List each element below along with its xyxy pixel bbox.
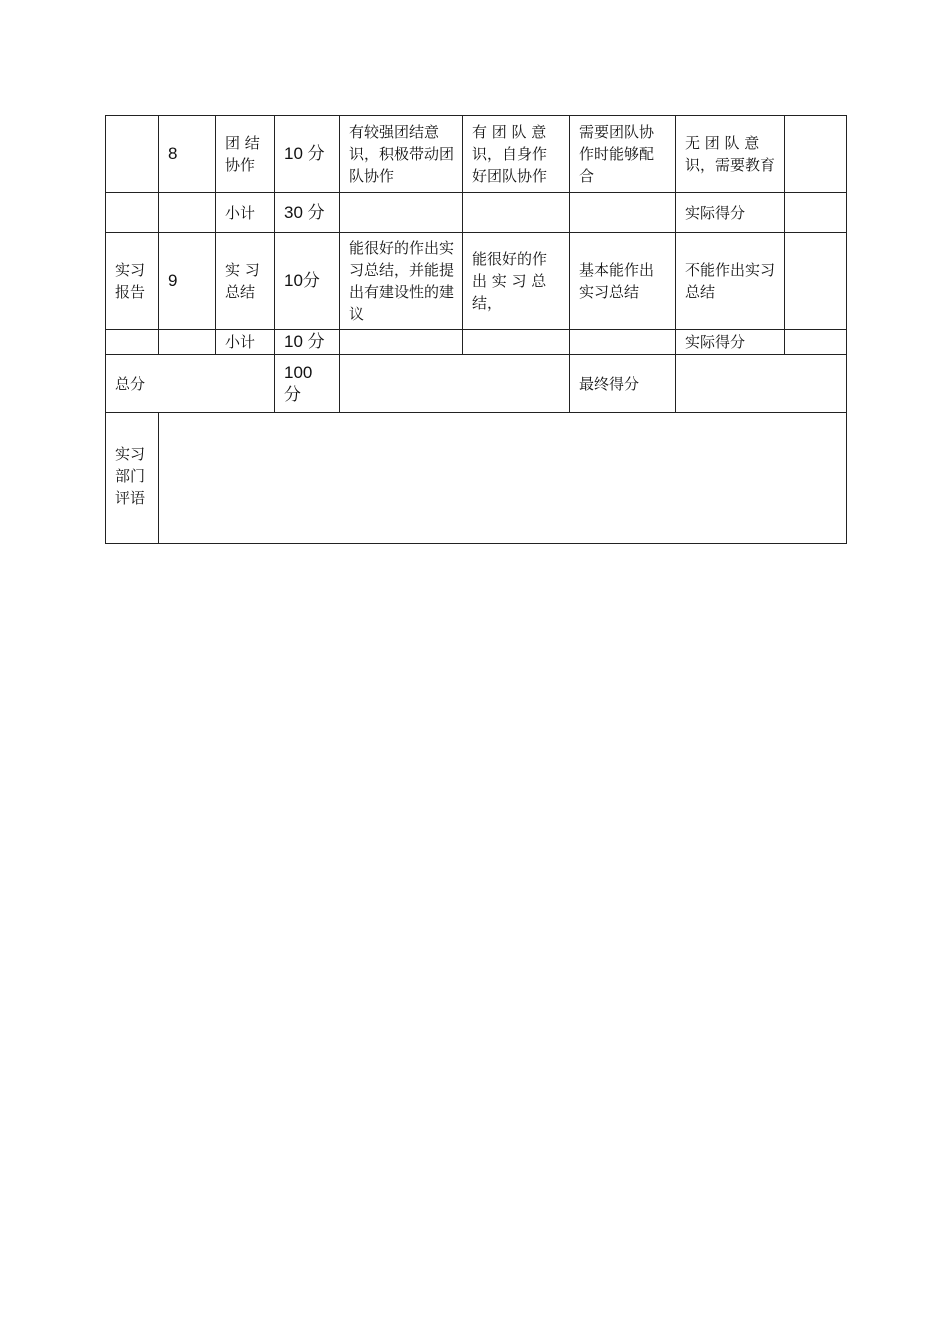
score-cell: 10分 — [275, 233, 340, 330]
item-cell: 团 结 协作 — [216, 116, 275, 193]
empty-cell — [570, 330, 676, 355]
total-score: 100 分 — [275, 355, 340, 413]
index-cell: 9 — [159, 233, 216, 330]
row-comment — [106, 413, 847, 544]
empty-cell — [463, 330, 570, 355]
evaluation-table — [105, 115, 847, 544]
row-report — [106, 233, 847, 330]
final-score-value[interactable] — [676, 355, 847, 413]
row-total — [106, 355, 847, 413]
row-teamwork — [106, 116, 847, 193]
actual-score-cell[interactable] — [785, 116, 847, 193]
empty-cell — [570, 193, 676, 233]
level-a-cell: 有较强团结意识，积极带动团队协作 — [340, 116, 463, 193]
level-a-cell: 能很好的作出实习总结，并能提出有建设性的建议 — [340, 233, 463, 330]
empty-cell — [340, 330, 463, 355]
total-label: 总分 — [106, 355, 275, 413]
actual-score-cell[interactable] — [785, 233, 847, 330]
level-b-cell: 有 团 队 意识，自身作好团队协作 — [463, 116, 570, 193]
empty-cell — [159, 330, 216, 355]
level-c-cell: 需要团队协作时能够配合 — [570, 116, 676, 193]
empty-cell — [463, 193, 570, 233]
empty-cell — [159, 193, 216, 233]
comment-label: 实习部门评语 — [106, 413, 159, 544]
category-cell: 实习报告 — [106, 233, 159, 330]
empty-cell — [106, 193, 159, 233]
subtotal-score: 30 分 — [275, 193, 340, 233]
level-d-cell: 无 团 队 意识，需要教育 — [676, 116, 785, 193]
subtotal-score: 10 分 — [275, 330, 340, 355]
level-c-cell: 基本能作出实习总结 — [570, 233, 676, 330]
category-cell — [106, 116, 159, 193]
actual-score-label: 实际得分 — [676, 330, 785, 355]
level-b-cell: 能很好的作出 实 习 总结， — [463, 233, 570, 330]
subtotal-label: 小计 — [216, 193, 275, 233]
actual-score-value[interactable] — [785, 330, 847, 355]
index-cell: 8 — [159, 116, 216, 193]
empty-cell — [340, 355, 570, 413]
row-subtotal-1 — [106, 193, 847, 233]
score-cell: 10 分 — [275, 116, 340, 193]
level-d-cell: 不能作出实习总结 — [676, 233, 785, 330]
actual-score-label: 实际得分 — [676, 193, 785, 233]
item-cell: 实 习 总结 — [216, 233, 275, 330]
empty-cell — [340, 193, 463, 233]
subtotal-label: 小计 — [216, 330, 275, 355]
final-score-label: 最终得分 — [570, 355, 676, 413]
comment-field[interactable] — [159, 413, 847, 544]
empty-cell — [106, 330, 159, 355]
row-subtotal-2 — [106, 330, 847, 355]
actual-score-value[interactable] — [785, 193, 847, 233]
